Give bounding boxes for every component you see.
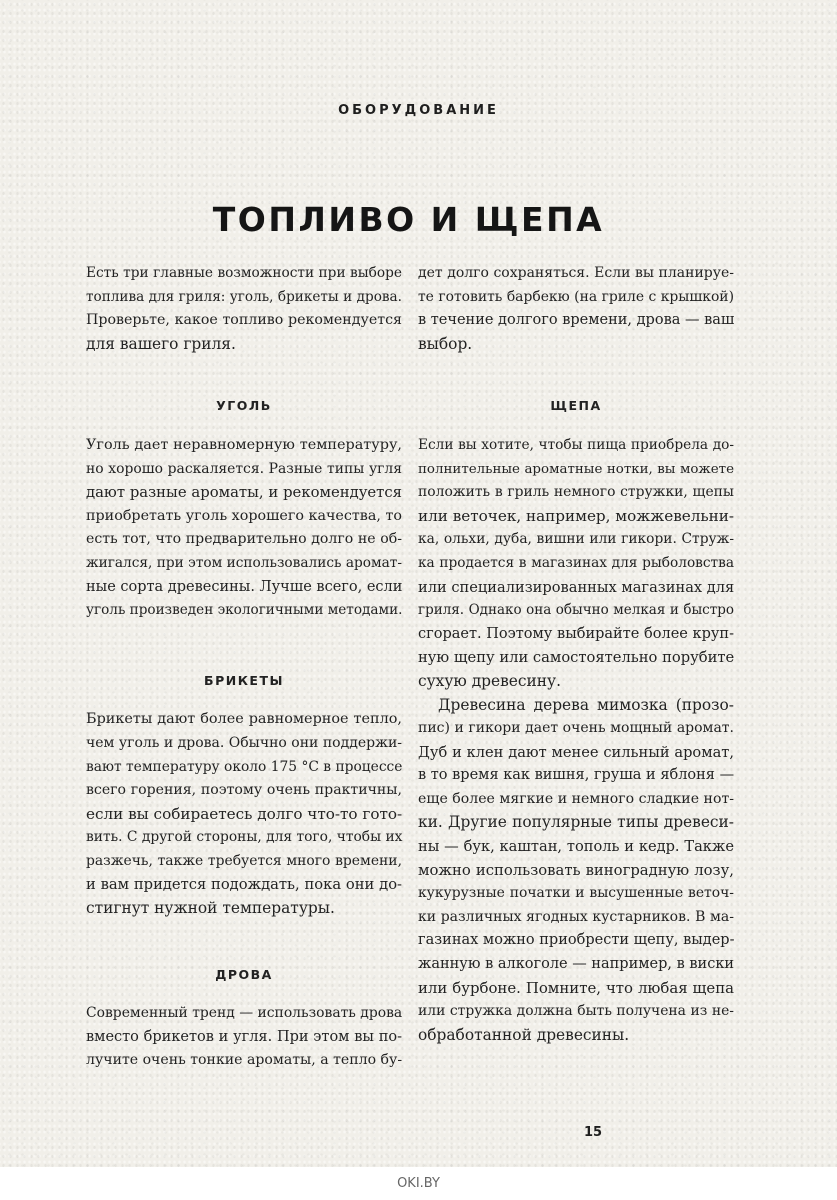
text-line: вить. С другой стороны, для того, чтобы их — [86, 829, 403, 846]
section-label: ОБОРУДОВАНИЕ — [338, 103, 499, 118]
text-line: ка продается в магазинах для рыболовства — [418, 554, 734, 571]
briquettes-paragraph — [86, 708, 402, 920]
text-line: всего горения, поэтому очень практичны, — [86, 782, 402, 799]
text-line: жанную в алкоголе — например, в виски — [418, 956, 735, 973]
text-line: или специализированных магазинах для — [418, 578, 735, 596]
text-line: жигался, при этом использовались аромат- — [86, 554, 402, 571]
text-line: сухую древесину. — [418, 671, 561, 690]
coal-paragraph — [86, 434, 402, 623]
text-line: ки различных ягодных кустарников. В ма- — [418, 908, 734, 925]
chips-paragraph-2 — [418, 694, 734, 1048]
text-line: лучите очень тонкие ароматы, а тепло бу- — [86, 1052, 403, 1069]
text-line: разжечь, также требуется много времени, — [86, 852, 402, 869]
text-line: или бурбоне. Помните, что любая щепа — [418, 978, 734, 997]
text-line: вают температуру около 175 °С в процессе — [86, 758, 403, 775]
text-line: кукурузные початки и высушенные веточ- — [418, 885, 734, 902]
text-line: ную щепу или самостоятельно порубите — [418, 649, 735, 667]
heading-coal: УГОЛЬ — [216, 398, 272, 414]
text-line: газинах можно приобрести щепу, выдер- — [418, 932, 735, 949]
text-line: вместо брикетов и угля. При этом вы по- — [86, 1028, 402, 1045]
heading-chips: ЩЕПА — [550, 398, 602, 414]
text-line: ны — бук, каштан, тополь и кедр. Также — [418, 838, 734, 856]
text-line: положить в гриль немного стружки, щепы — [418, 484, 734, 501]
text-line: ка, ольхи, дуба, вишни или гикори. Струж- — [418, 531, 734, 548]
text-line: полнительные ароматные нотки, вы можете — [418, 461, 734, 477]
text-line: приобретать уголь хорошего качества, то — [86, 507, 402, 524]
text-line: дают разные ароматы, и рекомендуется — [86, 484, 402, 502]
text-line: Есть три главные возможности при выборе — [86, 265, 402, 281]
text-line: в течение долгого времени, дрова — ваш — [418, 312, 735, 329]
text-line: Современный тренд — использовать дрова — [86, 1005, 403, 1022]
wood-continued-paragraph — [418, 262, 734, 356]
text-line: или веточек, например, можжевельни- — [418, 506, 735, 525]
heading-briquettes: БРИКЕТЫ — [204, 672, 284, 688]
text-line: Проверьте, какое топливо рекомендуется — [86, 312, 402, 329]
text-line: Если вы хотите, чтобы пища приобрела до- — [418, 436, 734, 453]
text-line: для вашего гриля. — [86, 334, 236, 353]
text-line: Дуб и клен дают менее сильный аромат, — [418, 743, 734, 761]
page-title: ТОПЛИВО И ЩЕПА — [212, 200, 605, 239]
text-line: те готовить барбекю (на гриле с крышкой) — [418, 288, 734, 305]
chips-paragraph-1 — [418, 434, 734, 694]
heading-wood: ДРОВА — [215, 966, 273, 982]
text-line: можно использовать виноградную лозу, — [418, 861, 734, 879]
text-line: сгорает. Поэтому выбирайте более круп- — [418, 625, 734, 642]
text-line: стигнут нужной температуры. — [86, 899, 335, 918]
text-line: дет долго сохраняться. Если вы планируе- — [418, 265, 734, 281]
page-number: 15 — [584, 1125, 603, 1140]
text-line: выбор. — [418, 334, 473, 353]
text-line: если вы собираетесь долго что-то гото- — [86, 804, 403, 823]
text-line: уголь произведен экологичными методами. — [86, 602, 403, 619]
text-line: пис) и гикори дает очень мощный аромат. — [418, 720, 734, 737]
text-line: или стружка должна быть получена из не- — [418, 1003, 734, 1020]
text-line: чем уголь и дрова. Обычно они поддержи- — [86, 734, 403, 751]
text-line: но хорошо раскаляется. Разные типы угля — [86, 460, 402, 477]
wood-paragraph — [86, 1002, 402, 1073]
intro-paragraph — [86, 262, 402, 356]
text-line: Уголь дает неравномерную температуру, — [86, 436, 402, 453]
text-line: Древесина дерева мимозка (прозо- — [438, 695, 734, 714]
text-line: в то время как вишня, груша и яблоня — — [418, 767, 735, 784]
text-line: обработанной древесины. — [418, 1025, 630, 1044]
text-line: Брикеты дают более равномерное тепло, — [86, 711, 402, 728]
text-line: ные сорта древесины. Лучше всего, если — [86, 578, 403, 595]
text-line: есть тот, что предварительно долго не об- — [86, 531, 402, 548]
left-column — [86, 262, 402, 1073]
text-line: еще более мягкие и немного сладкие нот- — [418, 790, 734, 807]
right-column — [418, 262, 734, 1047]
text-line: ки. Другие популярные типы древеси- — [418, 813, 734, 832]
watermark: OKI.BY — [0, 1167, 837, 1200]
text-line: топлива для гриля: уголь, брикеты и дрова. — [86, 288, 402, 305]
text-line: и вам придется подождать, пока они до- — [86, 876, 402, 894]
text-line: гриля. Однако она обычно мелкая и быстро — [418, 602, 734, 619]
